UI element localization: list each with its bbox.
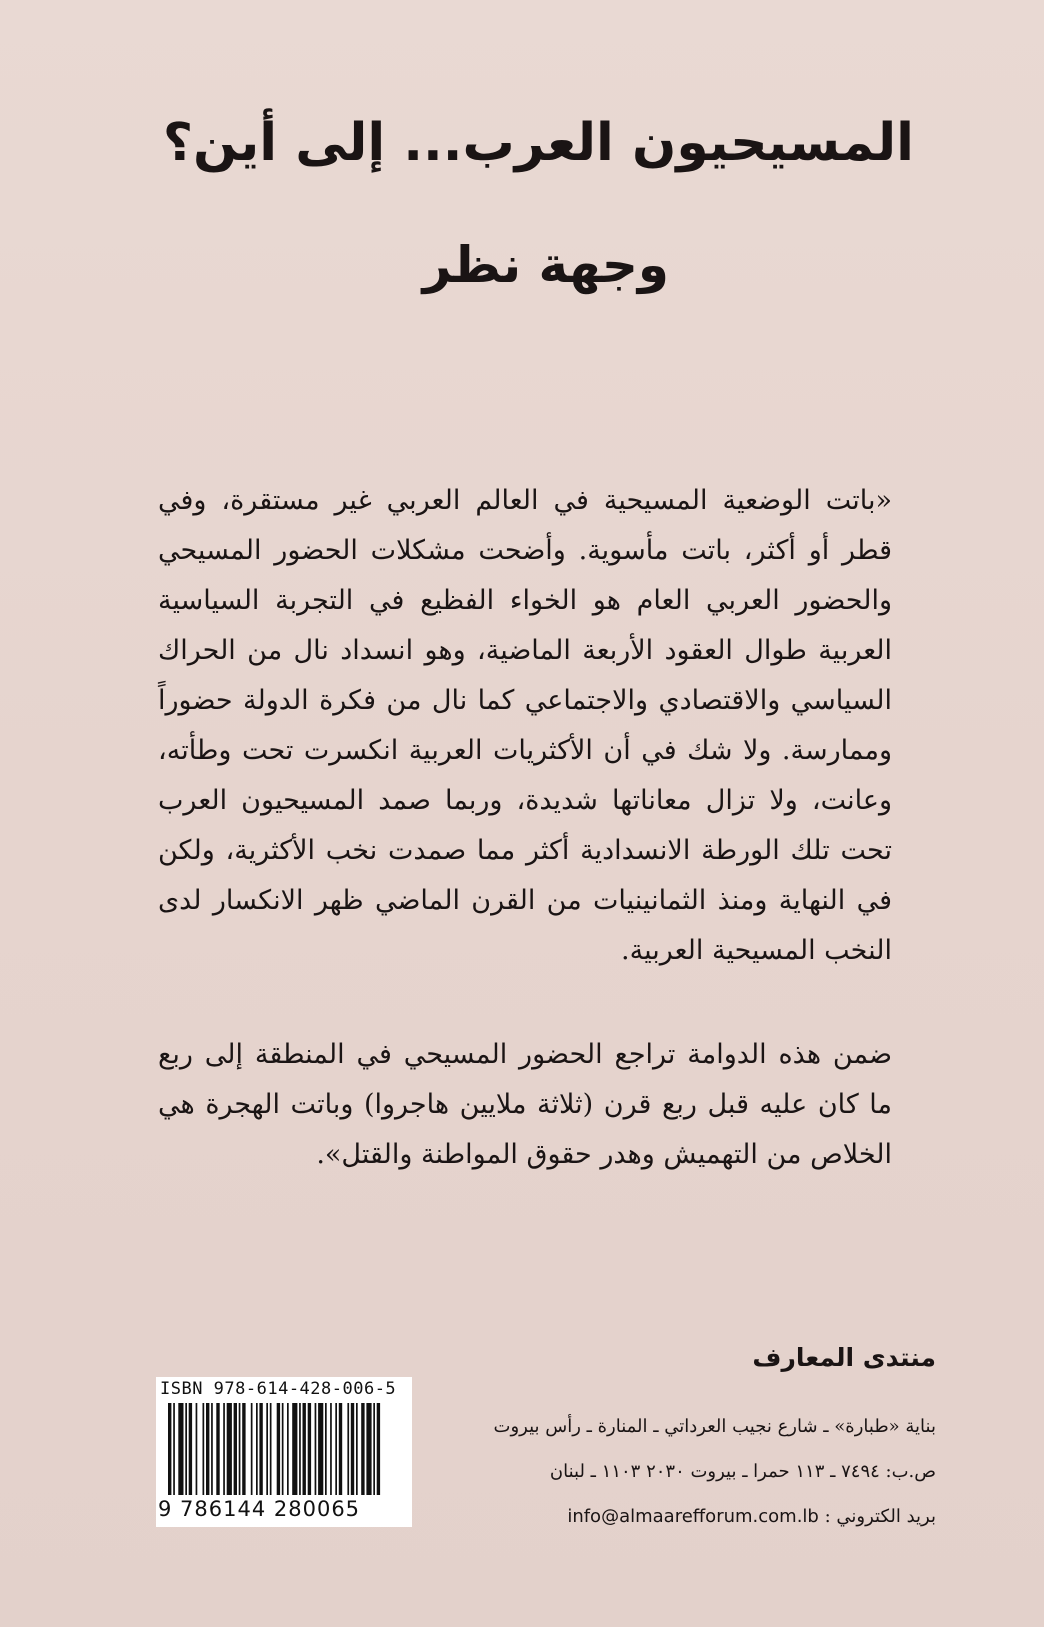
barcode-bar bbox=[227, 1403, 232, 1495]
barcode-bar bbox=[234, 1403, 237, 1495]
book-title: المسيحيون العرب... إلى أين؟ bbox=[162, 113, 914, 173]
barcode-bar bbox=[356, 1403, 358, 1495]
barcode-bar bbox=[256, 1403, 258, 1495]
email-link[interactable]: info@almaarefforum.com.lb bbox=[567, 1506, 819, 1527]
barcode-bars bbox=[160, 1403, 408, 1499]
barcode-bar bbox=[178, 1403, 183, 1495]
barcode-bar bbox=[223, 1403, 225, 1495]
barcode-bar bbox=[303, 1403, 306, 1495]
barcode-bar bbox=[266, 1403, 268, 1495]
email-label: بريد الكتروني : bbox=[824, 1506, 936, 1527]
barcode-bar bbox=[270, 1403, 272, 1495]
barcode-bar bbox=[308, 1403, 311, 1495]
publisher-name: منتدى المعارف bbox=[752, 1343, 936, 1372]
isbn-barcode bbox=[156, 1377, 412, 1527]
barcode-bar bbox=[330, 1403, 332, 1495]
barcode-bar bbox=[206, 1403, 209, 1495]
barcode-bar bbox=[315, 1403, 317, 1495]
barcode-bar bbox=[347, 1403, 349, 1495]
barcode-bar bbox=[292, 1403, 297, 1495]
barcode-bar bbox=[366, 1403, 371, 1495]
barcode-bar bbox=[277, 1403, 280, 1495]
barcode-bar bbox=[335, 1403, 337, 1495]
barcode-digits: 9 786144 280065 bbox=[158, 1497, 361, 1521]
barcode-bar bbox=[251, 1403, 253, 1495]
barcode-bar bbox=[377, 1403, 380, 1495]
barcode-bar bbox=[287, 1403, 289, 1495]
barcode-bar bbox=[351, 1403, 354, 1495]
publisher-address: بناية «طبارة» ـ شارع نجيب العرداتي ـ المنارة ـ رأس بيروت bbox=[493, 1416, 936, 1437]
barcode-bar bbox=[325, 1403, 327, 1495]
barcode-bar bbox=[373, 1403, 375, 1495]
barcode-bar bbox=[173, 1403, 175, 1495]
barcode-bar bbox=[299, 1403, 301, 1495]
barcode-bar bbox=[216, 1403, 219, 1495]
barcode-bar bbox=[361, 1403, 364, 1495]
barcode-bar bbox=[203, 1403, 205, 1495]
barcode-bar bbox=[168, 1403, 171, 1495]
barcode-bar bbox=[239, 1403, 241, 1495]
barcode-bar bbox=[196, 1403, 198, 1495]
barcode-bar bbox=[189, 1403, 192, 1495]
barcode-bar bbox=[211, 1403, 213, 1495]
book-subtitle: وجهة نظر bbox=[422, 236, 669, 294]
publisher-po-box: ص.ب: ٧٤٩٤ ـ ١١٣ حمرا ـ بيروت ٢٠٣٠ ١١٠٣ ـ لبنان bbox=[549, 1461, 936, 1482]
barcode-bar bbox=[185, 1403, 187, 1495]
barcode-bar bbox=[282, 1403, 284, 1495]
barcode-bar bbox=[318, 1403, 323, 1495]
blurb-paragraph-1: «باتت الوضعية المسيحية في العالم العربي غير مستقرة، وفي قطر أو أكثر، باتت مأسوية. وأضحت مشكلات الحضور المسيحي والحضور العربي العام هو الخواء الفظيع في التجربة السياسية العربية طوال العقود الأربعة الماضية، وهو انسداد نال من الحراك السياسي والاقتصادي والاجتماعي كما نال من فكرة الدولة حضوراً وممارسة. ولا شك في أن الأكثريات العربية انكسرت تحت وطأته، وعانت، ولا تزال معاناتها شديدة، وربما صمد المسيحيون العرب تحت تلك الورطة الانسدادية أكثر مما صمدت نخب الأكثرية، ولكن في النهاية ومنذ الثمانينيات من القرن الماضي ظهر الانكسار لدى النخب المسيحية العربية. bbox=[158, 485, 892, 966]
blurb-paragraph-2: ضمن هذه الدوامة تراجع الحضور المسيحي في المنطقة إلى ربع ما كان عليه قبل ربع قرن (ثلاثة ملايين هاجروا) وباتت الهجرة هي الخلاص من التهميش وهدر حقوق المواطنة والقتل». bbox=[158, 1039, 892, 1170]
publisher-email-line bbox=[567, 1503, 936, 1531]
barcode-bar bbox=[339, 1403, 342, 1495]
barcode-bar bbox=[259, 1403, 262, 1495]
barcode-bar bbox=[242, 1403, 245, 1495]
isbn-label: ISBN 978-614-428-006-5 bbox=[160, 1379, 397, 1399]
